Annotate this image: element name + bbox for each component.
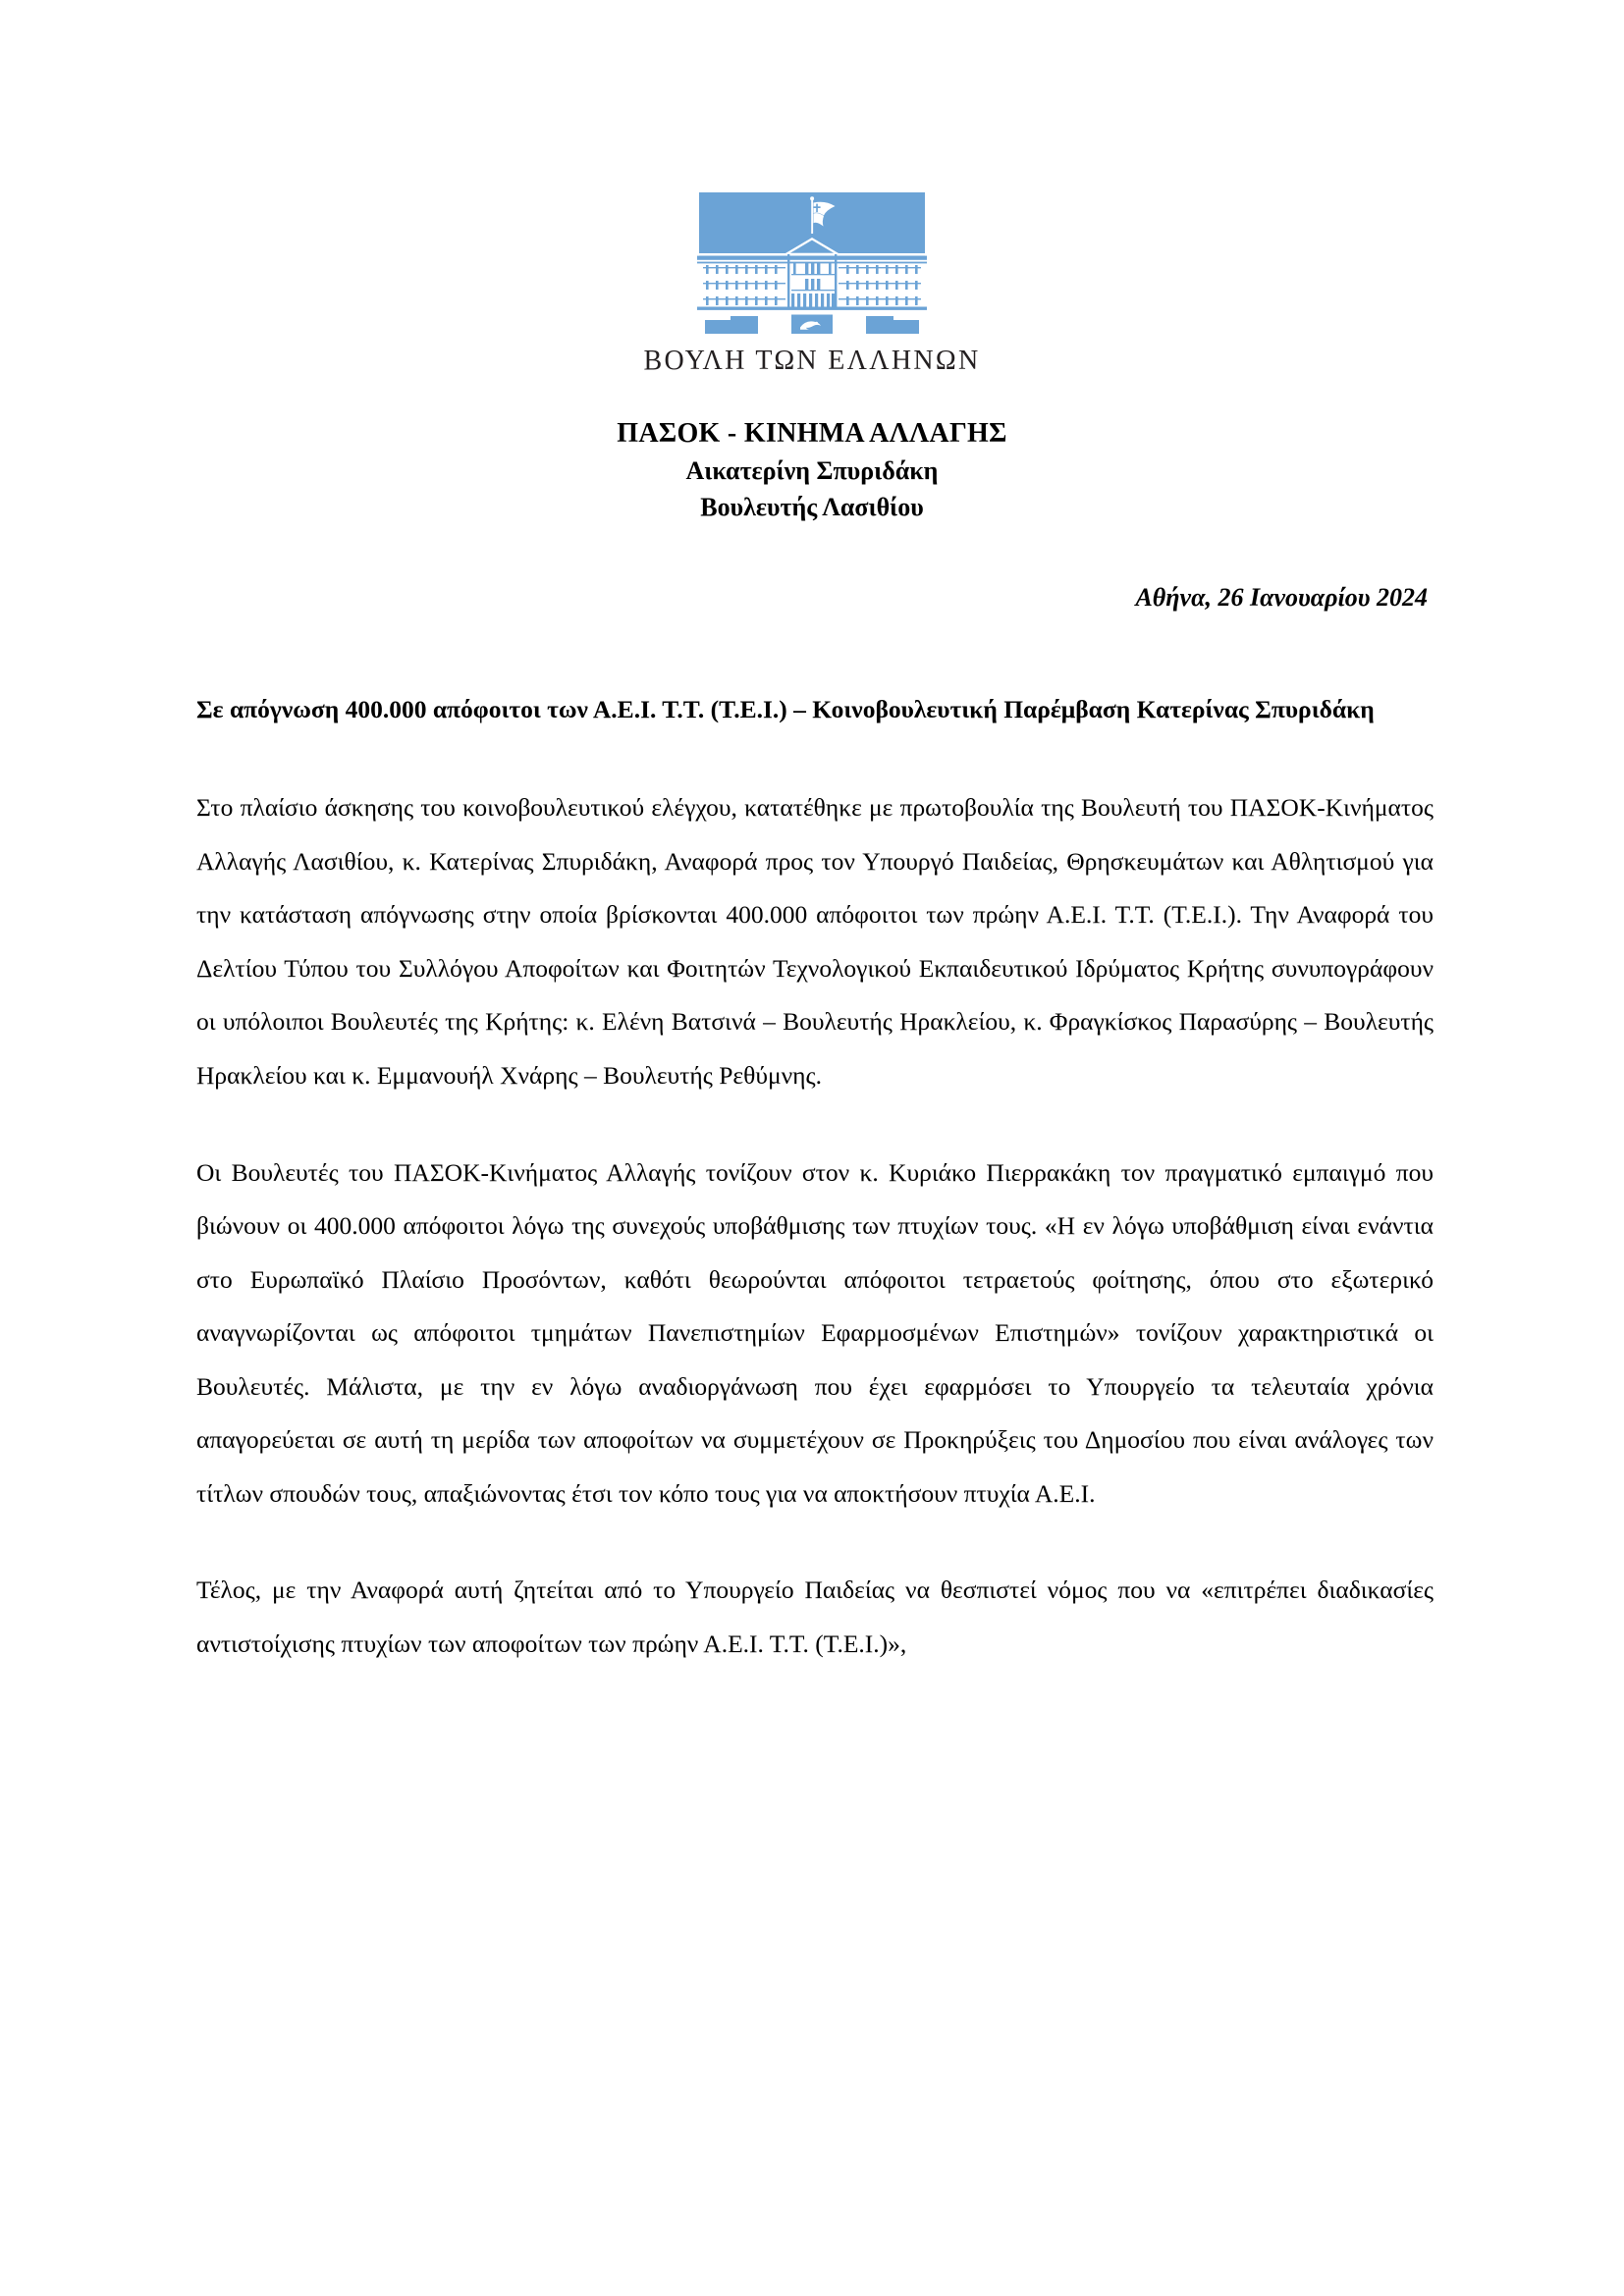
parliament-building-icon [689,192,935,335]
mp-role: Βουλευτής Λασιθίου [700,492,924,521]
document-body [196,613,1434,1672]
letterhead-caption: ΒΟΥΛΗ ΤΩΝ ΕΛΛΗΝΩΝ [643,346,981,376]
body-paragraph-3: Τέλος, με την Αναφορά αυτή ζητείται από το Υπουργείο Παιδείας να θεσπιστεί νόμος που να «επιτρέπει διαδικασίες αντιστοίχισης πτυχίων των αποφοίτων των πρώην Α.Ε.Ι. Τ.Τ. (Τ.Ε.Ι.)», [196,1575,1434,1658]
mp-name: Αικατερίνη Σπυριδάκη [685,455,939,485]
party-name: ΠΑΣΟΚ - ΚΙΝΗΜΑ ΑΛΛΑΓΗΣ [617,418,1007,449]
dateline: Αθήνα, 26 Ιανουαρίου 2024 [1135,582,1428,612]
body-paragraph-2: Οι Βουλευτές του ΠΑΣΟΚ-Κινήματος Αλλαγής τονίζουν στον κ. Κυριάκο Πιερρακάκη τον πραγματικό εμπαιγμό που βιώνουν οι 400.000 απόφοιτοι λόγω της συνεχούς υποβάθμισης των πτυχίων τους. «Η εν λόγω υποβάθμιση είναι ενάντια στο Ευρωπαϊκό Πλαίσιο Προσόντων, καθότι θεωρούνται απόφοιτοι τετραετούς φοίτησης, όπου στο εξωτερικό αναγνωρίζονται ως απόφοιτοι τμημάτων Πανεπιστημίων Εφαρμοσμένων Επιστημών» τονίζουν χαρακτηριστικά οι Βουλευτές. Μάλιστα, με την εν λόγω αναδιοργάνωση που έχει εφαρμόσει το Υπουργείο τα τελευταία χρόνια απαγορεύεται σε αυτή τη μερίδα των αποφοίτων να συμμετέχουν σε Προκηρύξεις του Δημοσίου που είναι ανάλογες των τίτλων σπουδών τους, απαξιώνοντας έτσι τον κόπο τους για να αποκτήσουν πτυχία Α.Ε.Ι. [196,1157,1434,1508]
hellenic-parliament-logo [643,192,981,376]
body-paragraph-1: Στο πλαίσιο άσκησης του κοινοβουλευτικού ελέγχου, κατατέθηκε με πρωτοβουλία της Βουλευτή του ΠΑΣΟΚ-Κινήματος Αλλαγής Λασιθίου, κ. Κατερίνας Σπυριδάκη, Αναφορά προς τον Υπουργό Παιδείας, Θρησκευμάτων και Αθλητισμού για την κατάσταση απόγνωσης στην οποία βρίσκονται 400.000 απόφοιτοι των πρώην Α.Ε.Ι. Τ.Τ. (Τ.Ε.Ι.). Την Αναφορά του Δελτίου Τύπου του Συλλόγου Αποφοίτων και Φοιτητών Τεχνολογικού Εκπαιδευτικού Ιδρύματος Κρήτης συνυπογράφουν οι υπόλοιποι Βουλευτές της Κρήτης: κ. Ελένη Βατσινά – Βουλευτής Ηρακλείου, κ. Φραγκίσκος Παρασύρης – Βουλευτής Ηρακλείου και κ. Εμμανουήλ Χνάρης – Βουλευτής Ρεθύμνης. [196,793,1434,1090]
mp-identity-block [617,414,1007,526]
page-title: Σε απόγνωση 400.000 απόφοιτοι των Α.Ε.Ι. Τ.Τ. (Τ.Ε.Ι.) – Κοινοβουλευτική Παρέμβαση Κατερίνας Σπυριδάκη [196,694,1375,723]
letterhead [0,0,1624,526]
